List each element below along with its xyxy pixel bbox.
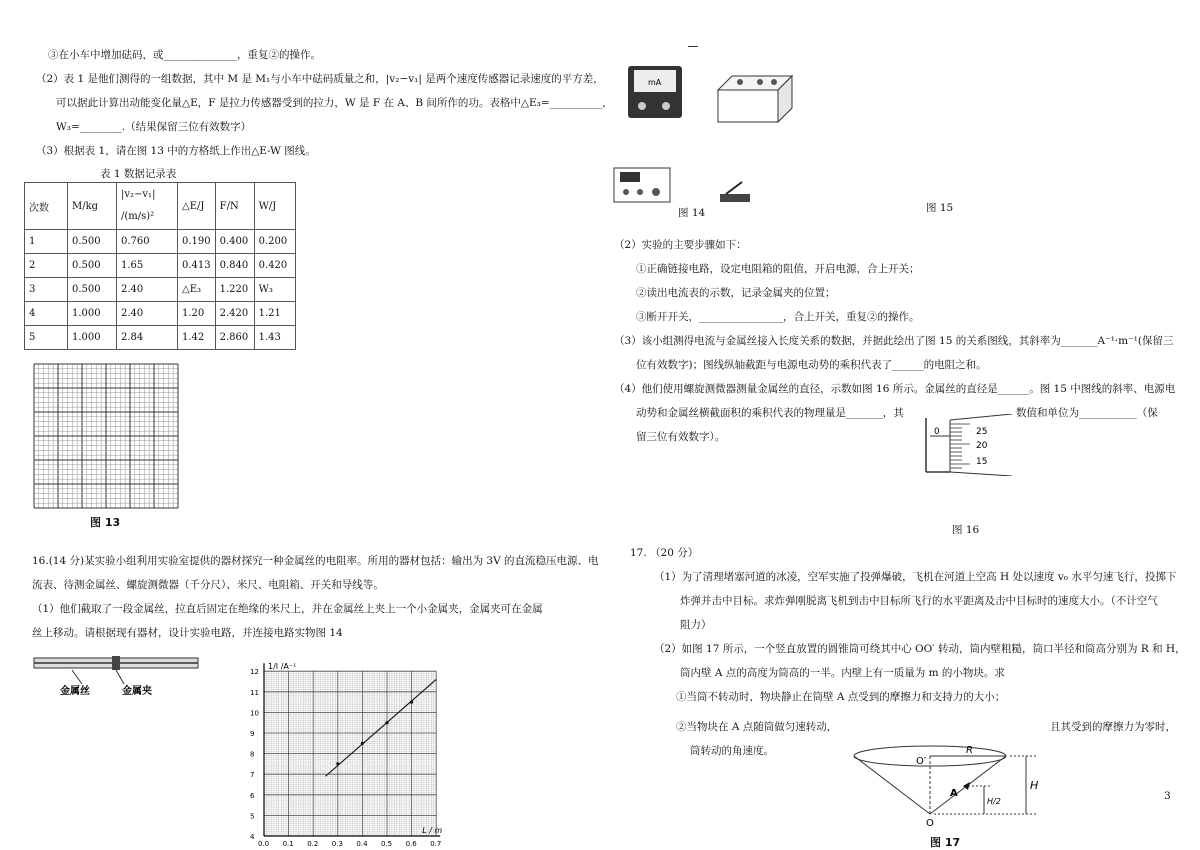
q17-part2-a: （2）如图 17 所示，一个竖直放置的圆锥筒可绕其中心 OO′ 转动，筒内壁粗糙，筒口半径和筒高分别为 R 和 H， [654, 643, 1186, 655]
table-header-cell: 次数 [25, 183, 68, 230]
table-cell: 2 [25, 254, 68, 278]
table-cell: 0.420 [254, 254, 295, 278]
table-cell: 1.20 [178, 302, 216, 326]
label-H2: H/2 [987, 797, 1001, 806]
table-row [25, 326, 296, 350]
mic-tick-25: 25 [976, 427, 988, 437]
q17-part1-c: 阻力） [680, 619, 712, 631]
clip-label: 金属夹 [122, 686, 152, 697]
cone-fig17 [850, 742, 1060, 828]
fig16-caption: 图 16 [952, 524, 980, 536]
step-1: ①正确链接电路，设定电阻箱的阻值，开启电源，合上开关； [636, 263, 920, 275]
table-cell: 2.84 [117, 326, 178, 350]
part4-line-d: 留三位有效数字）。 [636, 431, 726, 443]
part4-line-a: （4）他们使用螺旋测微器测量金属丝的直径，示数如图 16 所示。金属丝的直径是______。图 15 中图线的斜率、电源电 [614, 383, 1176, 395]
table-header-cell: F/N [215, 183, 254, 230]
table-row [25, 254, 296, 278]
table-cell: 1.000 [68, 302, 117, 326]
divider-mark [688, 46, 698, 47]
label-O1: O′ [916, 756, 927, 767]
switch-lever [726, 182, 742, 194]
table-cell: 0.500 [68, 230, 117, 254]
table-header-speed: |v₂−v₁| [121, 189, 156, 200]
q17-part1-a: （1）为了清理堵塞河道的冰凌，空军实施了投弹爆破，飞机在河道上空高 H 处以速度 v₀ 水平匀速飞行，投掷下 [654, 571, 1177, 583]
knob-icon [652, 188, 660, 196]
table-cell: 0.500 [68, 278, 117, 302]
q16-line-d: 丝上移动。请根据现有器材，设计实验电路，并连接电路实物图 14 [32, 627, 343, 639]
table-cell: 2.420 [215, 302, 254, 326]
knob-icon [757, 79, 763, 85]
table-cell: 1.43 [254, 326, 295, 350]
q17-sub-2c: 筒转动的角速度。 [690, 745, 774, 757]
mic-zero: 0 [934, 427, 940, 437]
table-cell: 1.42 [178, 326, 216, 350]
q16-line-b: 流表、待测金属丝、螺旋测微器（千分尺）、米尺、电阻箱、开关和导线等。 [32, 579, 384, 591]
x-tick-label: 0.2 [307, 840, 319, 848]
y-tick-label: 10 [250, 709, 259, 718]
x-tick-label: 0.6 [405, 840, 417, 848]
part4-line-b: 动势和金属丝横截面积的乘积代表的物理量是_______，其 [636, 407, 904, 419]
table-cell: 1 [25, 230, 68, 254]
table-row [25, 230, 296, 254]
q17-sub-2b: 且其受到的摩擦力为零时， [1050, 721, 1176, 733]
metal-clip [112, 656, 120, 670]
wire-label: 金属丝 [60, 686, 90, 697]
y-tick-label: 8 [250, 750, 255, 759]
knob-icon [737, 79, 743, 85]
left-line-3: （3）根据表 1，请在图 13 中的方格纸上作出△E-W 图线。 [36, 145, 316, 157]
table-header-unit: /(m/s)² [121, 211, 155, 222]
q17-part2-b: 筒内壁 A 点的高度为筒高的一半。内壁上有一质量为 m 的小物块。求 [680, 667, 1005, 679]
table-cell: 4 [25, 302, 68, 326]
x-tick-label: 0.7 [430, 840, 442, 848]
y-tick-label: 6 [250, 791, 255, 800]
table-header-cell: △E/J [178, 183, 216, 230]
x-tick-label: 0.5 [381, 840, 393, 848]
left-line-2a: （2）表 1 是他们测得的一组数据，其中 M 是 M₁与小车中砝码质量之和，|v₂−v₁| 是两个速度传感器记录速度的平方差， [36, 73, 604, 85]
ruler-wire-figure [32, 656, 202, 700]
label-R: R [966, 745, 973, 756]
fig17-caption: 图 17 [930, 836, 961, 849]
fig15-caption: 图 15 [926, 202, 954, 214]
micrometer-fig16 [920, 414, 1020, 476]
resistance-box-image [712, 70, 796, 126]
terminal-icon [623, 189, 629, 195]
table-title: 表 1 数据记录表 [100, 168, 177, 180]
table-cell: 1.000 [68, 326, 117, 350]
y-axis-label: 1/I /A⁻¹ [268, 662, 297, 672]
step-2: ②读出电流表的示数，记录金属夹的位置； [636, 287, 836, 299]
data-point [336, 762, 339, 765]
fig13-caption: 图 13 [90, 516, 121, 529]
q17-part1-b: 炸弹并击中目标。求炸弹刚脱离飞机到击中目标所飞行的水平距离及击中目标时的速度大小。（不计空气 [680, 595, 1158, 607]
part3-line-a: （3）该小组测得电流与金属丝接入长度关系的数据，并据此绘出了图 15 的关系图线，其斜率为_______A⁻¹·m⁻¹(保留三 [614, 335, 1174, 347]
data-point [361, 742, 364, 745]
grid-paper-fig13 [32, 362, 180, 510]
table-cell: △E₃ [178, 278, 216, 302]
y-tick-label: 5 [250, 812, 255, 821]
table-row [25, 302, 296, 326]
y-tick-label: 4 [250, 833, 255, 841]
table-cell: W₃ [254, 278, 295, 302]
x-tick-label: 0.1 [282, 840, 294, 848]
power-supply-image [612, 166, 672, 204]
table-cell: 0.400 [215, 230, 254, 254]
clip-pointer [116, 670, 124, 684]
y-tick-label: 7 [250, 771, 255, 780]
supply-display [620, 172, 640, 182]
left-line-1: ③在小车中增加砝码，或______________，重复②的操作。 [48, 49, 321, 61]
ammeter-image [626, 64, 686, 122]
step-3: ③断开开关，________________，合上开关，重复②的操作。 [636, 311, 920, 323]
y-tick-label: 9 [250, 730, 255, 738]
table-cell: 2.40 [117, 278, 178, 302]
wire-pointer [72, 670, 82, 684]
left-line-2b: 可以据此计算出动能变化量△E，F 是拉力传感器受到的拉力，W 是 F 在 A、B 间所作的功。表格中△E₃=__________， [56, 97, 613, 109]
table-header-cell: W/J [254, 183, 295, 230]
box-front [718, 90, 778, 122]
mic-tick-20: 20 [976, 441, 988, 451]
terminal-icon [637, 189, 643, 195]
part3-line-b: 位有效数字)；图线纵轴截距与电源电动势的乘积代表了______的电阻之和。 [636, 359, 987, 371]
page-number: 3 [1164, 790, 1171, 802]
table-cell: 0.200 [254, 230, 295, 254]
table-cell: 0.500 [68, 254, 117, 278]
table-cell: 0.190 [178, 230, 216, 254]
table-header-cell [117, 183, 178, 230]
table-cell: 5 [25, 326, 68, 350]
part4-line-c: 数值和单位为___________（保 [1016, 407, 1158, 419]
x-axis-label: L / m [422, 826, 443, 835]
switch-base [720, 194, 750, 202]
table-header-row [25, 183, 296, 230]
table-cell: 1.220 [215, 278, 254, 302]
table-header-cell: M/kg [68, 183, 117, 230]
data-table [24, 182, 296, 350]
table-cell: 2.40 [117, 302, 178, 326]
mic-tick-15: 15 [976, 457, 988, 467]
table-cell: 0.413 [178, 254, 216, 278]
ammeter-label: mA [648, 78, 662, 87]
data-point [410, 701, 413, 704]
y-tick-label: 12 [250, 668, 259, 677]
terminal-icon [638, 102, 646, 110]
table-row [25, 278, 296, 302]
q16-line-c: （1）他们截取了一段金属丝，拉直后固定在绝缘的米尺上，并在金属丝上夹上一个小金属夹，金属夹可在金属 [32, 603, 543, 615]
table-cell: 0.840 [215, 254, 254, 278]
table-cell: 3 [25, 278, 68, 302]
left-line-2c: W₃=________.（结果保留三位有效数字） [56, 121, 252, 133]
q17-sub-1: ①当筒不转动时，物块静止在筒壁 A 点受到的摩擦力和支持力的大小； [676, 691, 1006, 703]
label-H: H [1030, 779, 1039, 792]
x-tick-label: 0.0 [258, 840, 270, 848]
label-A: A [950, 788, 958, 799]
q16-line-a: 16.(14 分)某实验小组利用实验室提供的器材探究一种金属丝的电阻率。所用的器材包括：输出为 3V 的直流稳压电源、电 [32, 555, 599, 567]
table-cell: 1.21 [254, 302, 295, 326]
terminal-icon [662, 102, 670, 110]
x-tick-label: 0.3 [331, 840, 343, 848]
switch-image [718, 178, 754, 204]
y-tick-label: 11 [250, 688, 259, 697]
data-point [385, 721, 388, 724]
label-O: O [926, 818, 934, 828]
x-tick-label: 0.4 [356, 840, 368, 848]
knob-icon [771, 79, 777, 85]
table-cell: 2.860 [215, 326, 254, 350]
q17-sub-2a: ②当物块在 A 点随筒做匀速转动， [676, 721, 838, 733]
q17-title: 17. （20 分） [630, 547, 699, 559]
step-title: （2）实验的主要步骤如下： [614, 239, 747, 251]
fig14-caption: 图 14 [678, 207, 706, 219]
table-cell: 0.760 [117, 230, 178, 254]
graph-fig15 [250, 660, 450, 849]
table-cell: 1.65 [117, 254, 178, 278]
